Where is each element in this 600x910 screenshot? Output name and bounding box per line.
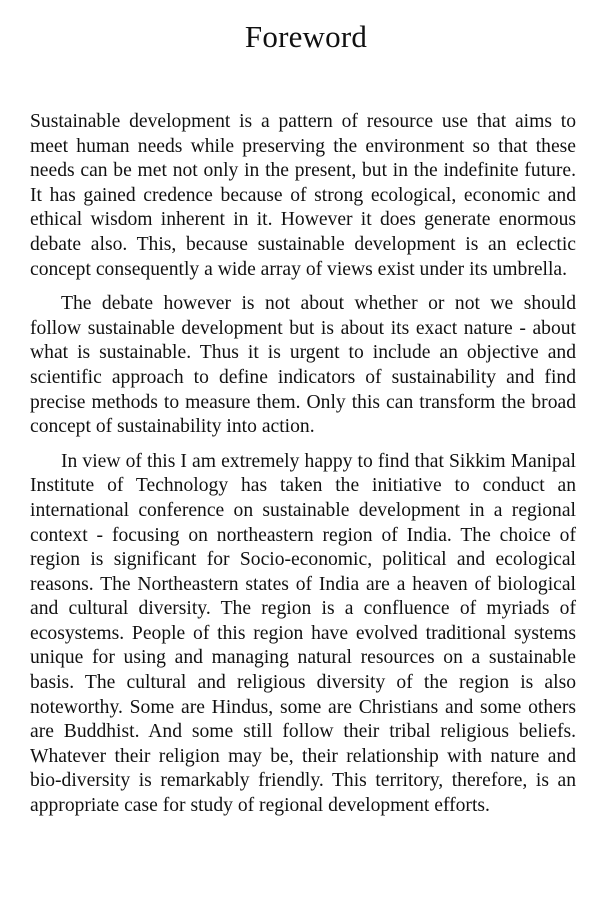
paragraph-2: The debate however is not about whether or not we should follow sustainable development but is about its exact nature - about what is sustainable. Thus it is urgent to include an objective and scientific approach to define indicators of sustainability and find precise methods to measure them. Only this can transform the broad concept of sustainability into action. [30,293,576,438]
paragraph-1: Sustainable development is a pattern of resource use that aims to meet human needs while preserving the environment so that these needs can be met not only in the present, but in the indefinite future. It has gained credence because of strong ecological, economic and ethical wisdom inherent in it. However it does generate enormous debate also. This, because sustainable development is an eclectic concept consequently a wide array of views exist under its umbrella. [30,111,576,280]
body-text [30,110,576,819]
page-title: Foreword [244,19,368,54]
paragraph-3: In view of this I am extremely happy to find that Sikkim Manipal Institute of Technology has taken the initiative to conduct an international conference on sustainable development in a regional context - focusing on northeastern region of India. The choice of region is significant for Socio-economic, political and ecological reasons. The Northeastern states of India are a heaven of biological and cultural diversity. The region is a confluence of myriads of ecosystems. People of this region have evolved traditional systems unique for using and managing natural resources on a sustainable basis. The cultural and religious diversity of the region is also noteworthy. Some are Hindus, some are Christians and some others are Buddhist. And some still follow their tribal religious beliefs. Whatever their religion may be, their relationship with nature and bio-diversity is remarkably friendly. This territory, therefore, is an appropriate case for study of regional development efforts. [30,450,576,817]
